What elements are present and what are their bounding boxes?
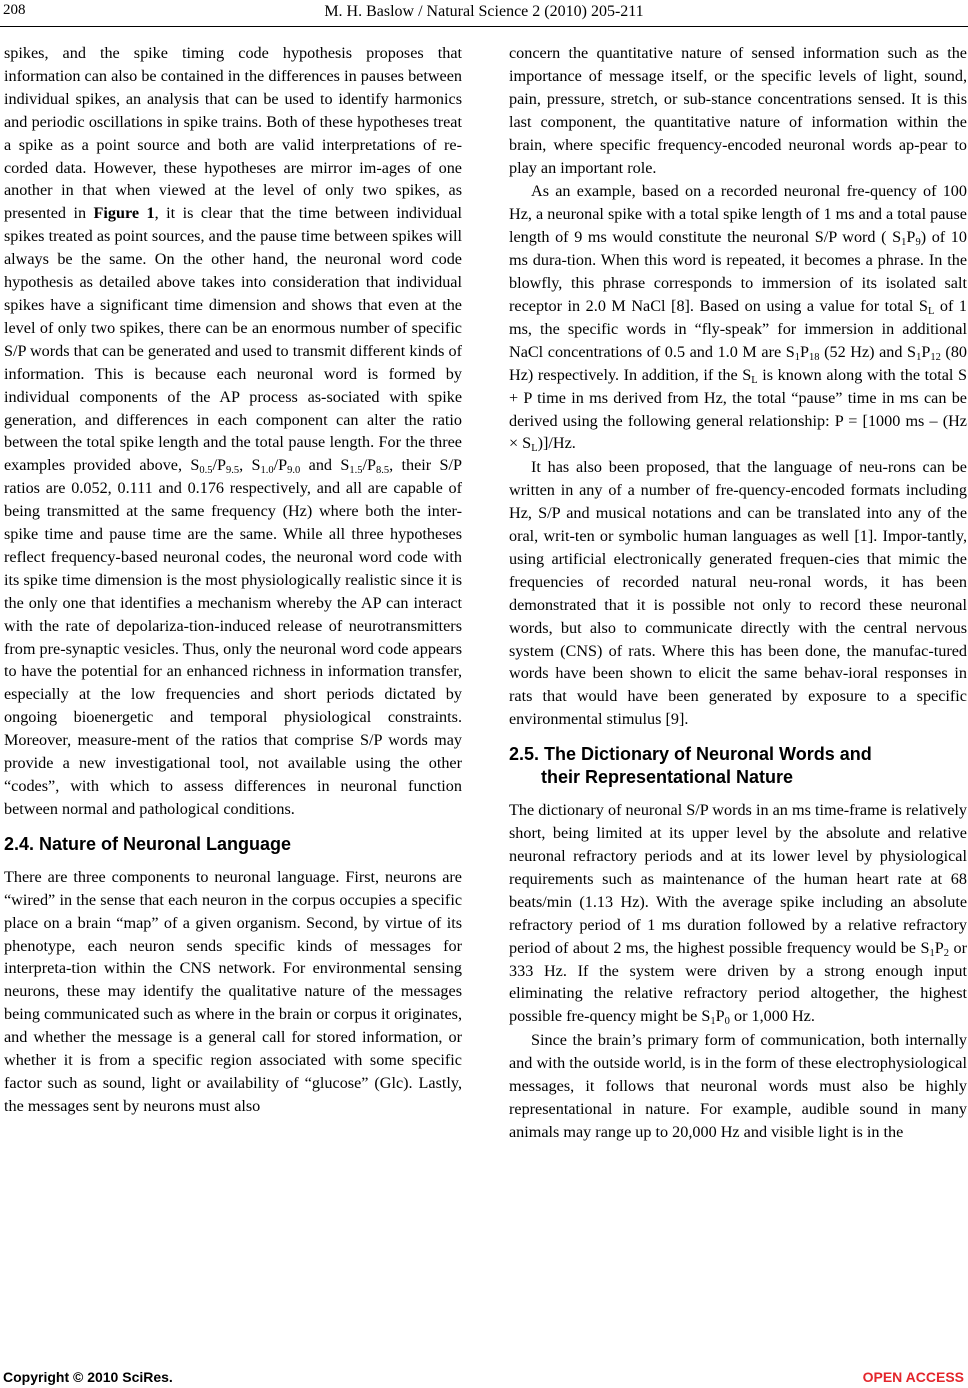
paragraph: There are three components to neuronal language. First, neurons are “wired” in the sense that each neuron in the corpus occupies a specific place on a brain “map” of a given organism. Second, by virtue of its phenotype, each neuron sends specific kinds of messages for interpreta-tion within the CNS network. For environmental sensing neurons, these may identify the qualitative nature of the messages being communicated such as where in the brain or corpus it originates, and whether the message is a general call for stored information, or whether it is from a specific region associated with some specific factor such as sound, light or availability of “glucose” (Glc). Lastly, the messages sent by neurons must also: [4, 867, 462, 1115]
left-column: [4, 42, 462, 1118]
copyright-notice: Copyright © 2010 SciRes.: [3, 1369, 173, 1385]
running-head: M. H. Baslow / Natural Science 2 (2010) 205-211: [324, 3, 644, 20]
paragraph: spikes, and the spike timing code hypothesis proposes that information can also be contained in the differences in pauses between individual spikes, an analysis that can be used to identify harmonics and periodic oscillations in spike trains. Both of these hypotheses treat a spike as a point source and both are valid interpretations of re-corded data. However, these hypotheses are mirror im-ages of one another in that when viewed at the level of only two spikes, as presented in Figure 1, it is clear that the time between individual spikes treated as point sources, and the pause time between spikes will always be the same. On the other hand, the neuronal word code hypothesis as detailed above takes into consideration that individual spikes have a significant time dimension and shows that even at the level of only two spikes, there can be an enormous number of specific S/P words that can be generated and used to transmit different kinds of information. This is because each neuronal word is formed by individual components of the AP process as-sociated with spike generation, and differences in each component can alter the ratio between the total spike length and the total pause length. For the three examples provided above, $S_{0.5}/P_{9.5}$, $S_{1.0}/P_{9.0}$ and $S_{1.5}/P_{8.5}$, their S/P ratios are 0.052, 0.111 and 0.176 respectively, and all are capable of being transmitted at the same frequency (Hz) where both the inter-spike time and pause time are the same. While all three hypotheses reflect frequency-based neuronal codes, the neuronal word code with its spike time dimension is the most physiologically realistic since it is the only one that identifies a mechanism whereby the AP can interact with the rate of depolariza-tion-induced release of neurotransmitters from pre-synaptic vesicles. Thus, only the neuronal word code appears to have the potential for an enhanced richness in information transfer, especially at the low frequencies and short periods dictated by ongoing bioenergetic and temporal physiological constraints. Moreover, measure-ment of the ratios that comprise S/P words may provide a new investigational tool, not available using the other “codes”, with which to assess differences in neuronal function between normal and pathological conditions.: [4, 44, 462, 818]
section-heading-2-5: 2.5. The Dictionary of Neuronal Words and their Representational Nature: [509, 744, 872, 788]
paragraph: As an example, based on a recorded neuronal fre-quency of 100 Hz, a neuronal spike with a total spike length of 1 ms and a total pause length of 9 ms would constitute the neuronal S/P word ( $S_1P_9$) of 10 ms dura-tion. When this word is repeated, it becomes a phrase. In the blowfly, this phrase corresponds to immersion of its isolated salt receptor in 2.0 M NaCl [8]. Based on using a value for total $S_L$ of 1 ms, the specific words in “fly-speak” for immersion in additional NaCl concentrations of 0.5 and 1.0 M are $S_1P_{18}$ (52 Hz) and $S_1P_{12}$ (80 Hz) respectively. In addition, if the $S_L$ is known along with the total S + P time in ms derived from Hz, the total “pause” time in ms can be derived using the following general relationship: P = [1000 ms – $(Hz \times S_L)]/Hz$.: [509, 182, 968, 455]
header-rule: [0, 26, 968, 27]
page-number: 208: [3, 2, 26, 18]
paragraph: Since the brain’s primary form of communication, both internally and with the outside world, is in the form of these electrophysiological messages, it follows that neuronal words must also be highly representational in nature. For example, audible sound in many animals may range up to 20,000 Hz and visible light is in the: [509, 1031, 967, 1141]
right-column: [509, 42, 967, 1144]
paragraph: It has also been proposed, that the language of neu-rons can be written in any of a number of fre-quency-encoded formats including Hz, S/P and musical notations and can be translated into any of the oral, writ-ten or symbolic human languages as well [1]. Impor-tantly, using artificial electronically generated frequen-cies that mimic the frequencies of recorded natural neu-ronal words, it has been demonstrated that it is possible not only to record these neuronal words, but also to communicate directly with the central nervous system (CNS) of rats. Where this has been done, the manufac-tured words have been shown to elicit the same behav-ioral responses in rats that would have been generated by exposure to a specific environmental stimulus [9].: [509, 458, 967, 729]
paragraph: concern the quantitative nature of sensed information such as the importance of message itself, or the specific levels of light, sound, pain, pressure, stretch, or sub-stance concentrations sensed. It is this last component, the quantitative nature of information within the brain, where specific frequency-encoded neuronal words ap-pear to play an important role.: [509, 44, 967, 177]
section-heading-2-4: 2.4. Nature of Neuronal Language: [4, 833, 292, 854]
page-header: [0, 2, 968, 24]
open-access-label: OPEN ACCESS: [862, 1369, 964, 1385]
paragraph: The dictionary of neuronal S/P words in an ms time-frame is relatively short, being limited at its upper level by the absolute and relative neuronal refractory periods and at its lower level by physiological requirements such as maintenance of the human heart rate at 68 beats/min (1.13 Hz). With the average spike including an absolute refractory period of 1 ms duration followed by a relative refractory period of about 2 ms, the highest possible frequency would be $S_1P_2$ or 333 Hz. If the system were driven by a strong enough input eliminating the relative refractory period altogether, the highest possible fre-quency might be $S_1P_0$ or 1,000 Hz.: [509, 801, 968, 1028]
page-footer: [0, 1369, 968, 1387]
figure-reference: Figure 1: [93, 204, 155, 223]
